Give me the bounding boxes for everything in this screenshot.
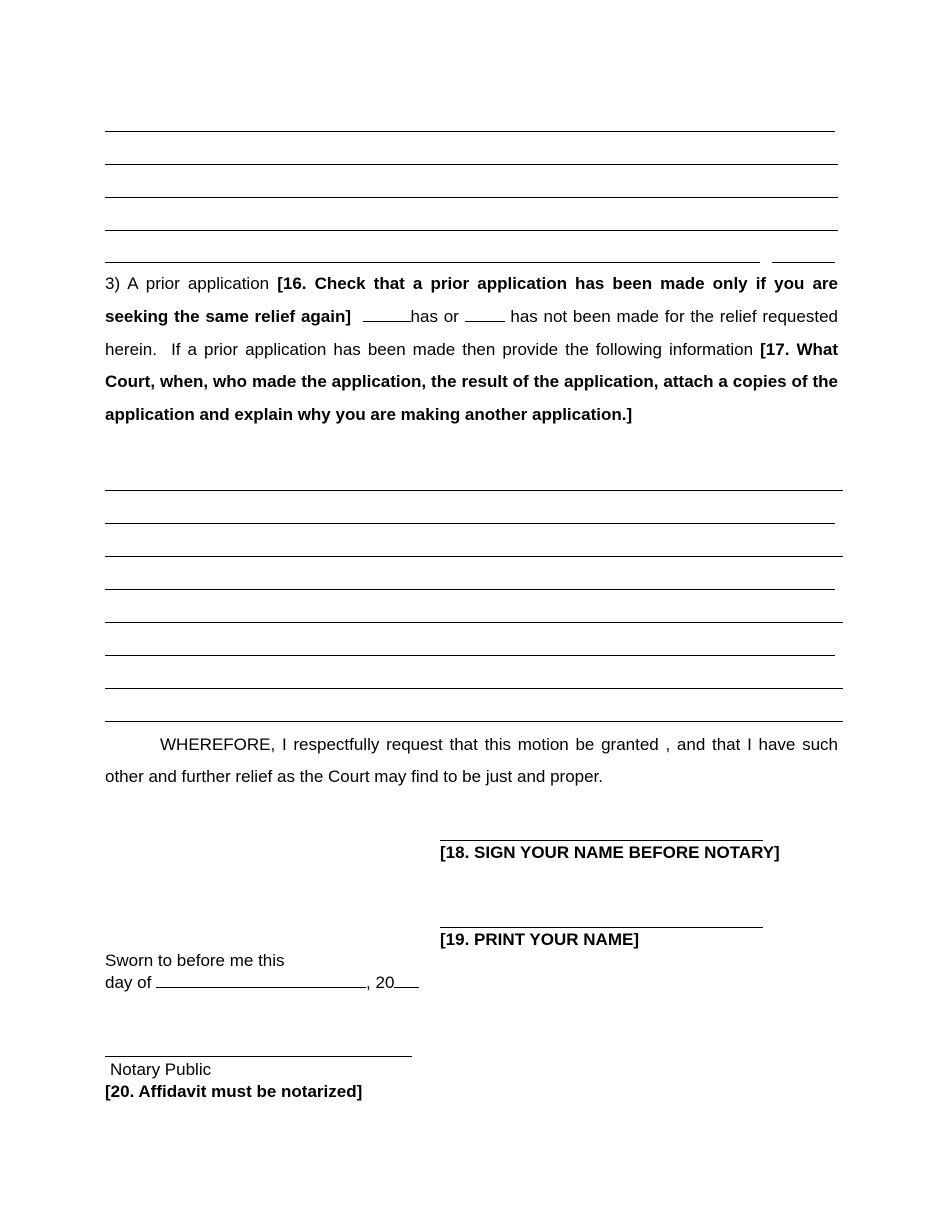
- item-number: 3): [105, 274, 121, 293]
- sworn-text: Sworn to before me this: [105, 951, 285, 970]
- answer-line[interactable]: [105, 622, 843, 623]
- print-label: [19. PRINT YOUR NAME]: [440, 930, 639, 949]
- instruction-20: [20. Affidavit must be notarized]: [105, 1082, 363, 1101]
- answer-line[interactable]: [105, 131, 835, 132]
- answer-line[interactable]: [105, 589, 835, 590]
- answer-line[interactable]: [105, 688, 843, 689]
- notary-title: Notary Public: [110, 1060, 212, 1079]
- answer-line[interactable]: [105, 164, 838, 165]
- answer-line[interactable]: [105, 556, 843, 557]
- print-name-line[interactable]: [440, 927, 763, 928]
- answer-line[interactable]: [105, 721, 843, 722]
- if-text: If a prior application has been made then provide the following information: [171, 339, 754, 359]
- sign-label: [18. SIGN YOUR NAME BEFORE NOTARY]: [440, 843, 780, 862]
- prior-application-paragraph: [105, 268, 838, 432]
- answer-line[interactable]: [105, 262, 760, 263]
- answer-line-short[interactable]: [772, 262, 835, 263]
- instruction-17: [17. What Court, when, who made the application, the result of the application, attach a copies of the application and explain why you are making another application.]: [105, 339, 839, 425]
- wherefore-paragraph: WHEREFORE, I respectfully request that this motion be granted , and that I have such other and further relief as the Court may find to be just and proper.: [105, 735, 838, 786]
- has-not-blank[interactable]: [465, 307, 505, 322]
- answer-line[interactable]: [105, 230, 838, 231]
- prior-application-intro: A prior application: [127, 274, 270, 293]
- year-prefix: , 20: [366, 973, 395, 992]
- has-blank[interactable]: [363, 307, 411, 322]
- signature-line[interactable]: [440, 840, 763, 841]
- answer-line[interactable]: [105, 655, 835, 656]
- has-label: has or: [410, 306, 459, 326]
- answer-line[interactable]: [105, 197, 838, 198]
- answer-line[interactable]: [105, 490, 843, 491]
- instruction-16: [16. Check that a prior application has been made only if you are seeking the same relief again]: [105, 274, 838, 326]
- date-blank[interactable]: [156, 973, 366, 988]
- answer-line[interactable]: [105, 523, 835, 524]
- day-of-label: day of: [105, 973, 152, 992]
- day-of-line: [105, 973, 419, 993]
- notary-signature-line[interactable]: [105, 1056, 412, 1057]
- year-blank[interactable]: [394, 973, 419, 988]
- has-not-label: has not been made for the relief requested herein.: [105, 306, 838, 359]
